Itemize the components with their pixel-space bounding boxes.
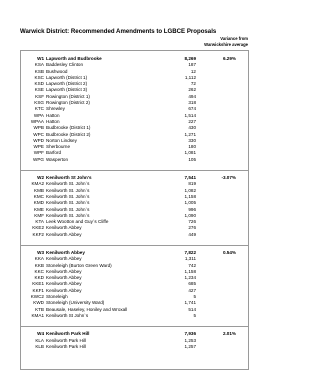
district-code: KKD — [34, 275, 44, 281]
district-name: Bushwood — [46, 68, 68, 74]
ward-name: Kenilworth Park Hill — [46, 331, 90, 337]
district-code: KSE — [34, 87, 44, 93]
district-code: WPAA — [30, 118, 44, 124]
section-divider — [20, 319, 249, 327]
district-name: Kenilworth Abbey — [46, 231, 82, 237]
district-name: Barford — [46, 150, 62, 156]
district-code: WPF — [33, 150, 44, 156]
ward-variance: 6.29% — [222, 56, 236, 61]
ward-code: W3 — [37, 249, 44, 255]
district-electorate: 318 — [188, 100, 196, 106]
district-code: KMA1 — [31, 312, 44, 318]
district-code: KLB — [35, 343, 44, 349]
district-name: Kenilworth Abbey — [46, 268, 82, 274]
district-electorate: 72 — [190, 81, 196, 87]
district-name: Kenilworth St. John`s — [46, 181, 90, 187]
district-name: Kenilworth Abbey — [46, 256, 82, 262]
district-code: KMC — [33, 193, 44, 199]
ward-variance: -3.07% — [221, 175, 236, 181]
district-electorate: 430 — [188, 125, 196, 131]
district-electorate: 1,082 — [184, 187, 196, 193]
district-name: Kenilworth Park Hill — [46, 337, 86, 343]
district-name: Wasperton — [46, 156, 69, 162]
polling-district-row — [20, 344, 249, 350]
district-name: Rowington (District 2) — [46, 100, 90, 106]
district-name: Hatton — [46, 118, 60, 124]
district-code: KMA2 — [31, 181, 44, 187]
district-code: KKF1 — [32, 287, 44, 293]
district-name: Kenilworth St. John`s — [46, 212, 90, 218]
district-electorate: 685 — [188, 281, 196, 287]
variance-column-header — [180, 36, 248, 47]
district-code: KWC2 — [30, 294, 44, 300]
district-name: Stoneleigh (University Ward) — [46, 300, 105, 306]
district-code: KKC — [34, 268, 44, 274]
district-code: KLA — [35, 337, 44, 343]
ward-name: Kenilworth Abbey — [46, 249, 85, 255]
ward-code: W2 — [37, 175, 44, 181]
district-electorate: 514 — [188, 306, 196, 312]
district-electorate: 1,257 — [184, 343, 196, 349]
district-electorate: 5 — [193, 312, 196, 318]
district-name: Hatton — [46, 112, 60, 118]
district-name: Rowington (District 1) — [46, 93, 90, 99]
section-divider — [20, 163, 249, 171]
district-name: Kenilworth Abbey — [46, 287, 82, 293]
district-name: Shrewley — [46, 106, 65, 112]
district-code: KKA — [34, 256, 44, 262]
district-name: Stoneleigh — [46, 294, 68, 300]
district-name: Baddesley Clinton — [46, 62, 84, 68]
variance-header-line-2: Warwickshire average — [204, 41, 248, 47]
section-divider — [20, 238, 249, 246]
district-code: KMD — [33, 200, 44, 206]
district-electorate: 1,741 — [184, 300, 196, 306]
district-name: Sherbourne — [46, 144, 71, 150]
district-name: Kenilworth Abbey — [46, 281, 82, 287]
ward-electorate: 8,269 — [184, 56, 196, 61]
district-electorate: 1,158 — [184, 193, 196, 199]
district-name: Budbrooke (District 2) — [46, 131, 91, 137]
district-name: Kenilworth St John`s — [46, 312, 89, 318]
ward-name: Kenilworth St John's — [46, 175, 92, 181]
district-code: KME — [34, 206, 44, 212]
district-code: WPB — [33, 125, 44, 131]
district-code: KTB — [35, 306, 44, 312]
district-code: KKF2 — [32, 231, 44, 237]
district-name: Beausale, Haseley, Honiley and Wroxall — [46, 306, 128, 312]
ward-electorate: 7,541 — [184, 175, 196, 181]
page-title: Warwick District: Recommended Amendments to LGBCE Proposals — [20, 28, 217, 35]
district-code: WPE — [33, 144, 44, 150]
district-code: WPC — [33, 131, 44, 137]
district-name: Kenilworth Abbey — [46, 275, 82, 281]
district-electorate: 276 — [188, 225, 196, 231]
district-electorate: 180 — [188, 144, 196, 150]
district-code: KSC — [34, 74, 44, 80]
district-name: Kenilworth St. John`s — [46, 206, 90, 212]
district-electorate: 1,081 — [184, 150, 196, 156]
ward-variance: 2.01% — [222, 331, 236, 337]
district-electorate: 449 — [188, 231, 196, 237]
district-code: KSA — [34, 62, 44, 68]
district-electorate: 427 — [188, 287, 196, 293]
district-name: Budbrooke (District 1) — [46, 125, 91, 131]
district-electorate: 227 — [188, 118, 196, 124]
district-code: KSG — [34, 100, 44, 106]
ward-table — [20, 56, 249, 350]
district-electorate: 996 — [188, 206, 196, 212]
ward-electorate: 7,936 — [184, 331, 196, 337]
district-name: Kenilworth Park Hill — [46, 343, 86, 349]
district-name: Kenilworth St. John`s — [46, 200, 90, 206]
ward-code: W1 — [37, 56, 44, 61]
district-electorate: 1,090 — [184, 212, 196, 218]
district-code: KTC — [34, 106, 44, 112]
district-electorate: 1,514 — [184, 112, 196, 118]
ward-name: Lapworth and Budbrooke — [46, 56, 102, 61]
district-electorate: 105 — [188, 156, 196, 162]
district-electorate: 1,158 — [184, 268, 196, 274]
district-code: KMF — [34, 212, 44, 218]
district-name: Kenilworth Abbey — [46, 225, 82, 231]
district-name: Norton Lindsey — [46, 137, 77, 143]
district-electorate: 262 — [188, 87, 196, 93]
district-electorate: 819 — [188, 181, 196, 187]
district-name: Stoneleigh (Burton Green Ward) — [46, 262, 112, 268]
district-electorate: 1,112 — [184, 74, 196, 80]
district-code: KKE1 — [32, 281, 44, 287]
district-name: Lapworth (District 1) — [46, 74, 88, 80]
district-electorate: 674 — [188, 106, 196, 112]
district-code: KKB — [34, 262, 44, 268]
district-name: Lapworth (District 2) — [46, 81, 88, 87]
district-electorate: 1,005 — [184, 200, 196, 206]
district-electorate: 12 — [190, 68, 196, 74]
district-electorate: 330 — [188, 137, 196, 143]
district-name: Leek Wootton and Guy`s Cliffe — [46, 219, 109, 225]
ward-variance: 0.54% — [222, 249, 236, 255]
district-electorate: 1,311 — [184, 256, 196, 262]
district-code: KSD — [34, 81, 44, 87]
variance-header-line-1: Variance from — [220, 36, 248, 41]
district-code: WPD — [33, 137, 44, 143]
district-code: KTA — [35, 219, 44, 225]
district-code: KSF — [35, 93, 44, 99]
district-name: Lapworth (District 3) — [46, 87, 88, 93]
ward-code: W4 — [37, 331, 44, 337]
district-name: Kenilworth St. John`s — [46, 193, 90, 199]
district-code: WPA — [33, 112, 44, 118]
district-code: KKE2 — [32, 225, 44, 231]
district-electorate: 726 — [188, 219, 196, 225]
district-electorate: 187 — [188, 62, 196, 68]
district-electorate: 1,271 — [184, 131, 196, 137]
district-electorate: 1,253 — [184, 337, 196, 343]
district-name: Kenilworth St. John`s — [46, 187, 90, 193]
district-code: WPG — [33, 156, 44, 162]
district-electorate: 1,234 — [184, 275, 196, 281]
district-code: KWD — [33, 300, 44, 306]
district-electorate: 5 — [193, 294, 196, 300]
district-code: KMB — [34, 187, 44, 193]
district-electorate: 742 — [188, 262, 196, 268]
district-code: KSB — [34, 68, 44, 74]
district-electorate: 494 — [188, 93, 196, 99]
ward-electorate: 7,822 — [184, 249, 196, 255]
